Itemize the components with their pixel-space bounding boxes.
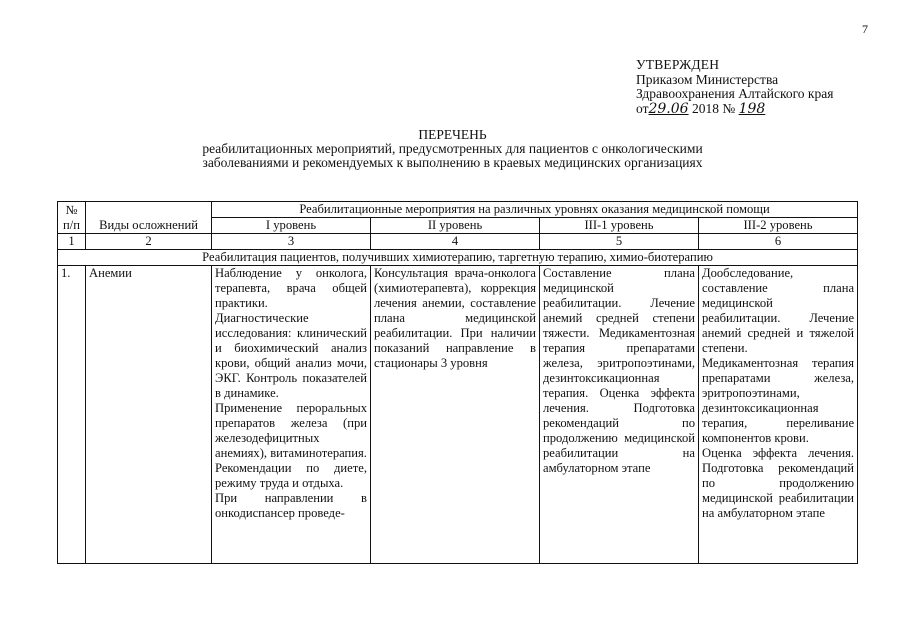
column-number-cell: 2	[86, 234, 212, 250]
level-1-measures: Наблюдение у онколога, терапевта, врача общей практики. Диагностические исследования: клинический и биохимический анализ крови, общий анализ мочи, ЭКГ. Контроль показателей в динамике. Применение пероральных препаратов железа (при железодефицитных анемиях), витаминотерапия. Рекомендации по диете, режиму труда и отдыха. При направлении в онкодиспансер проведе-	[212, 266, 371, 564]
rehabilitation-table	[57, 201, 858, 564]
row-number: 1.	[58, 266, 86, 564]
number-sign: №	[722, 100, 736, 116]
level-3-1-measures: Составление плана медицинской реабилитации. Лечение анемий средней степени тяжести. Медикаментозная терапия препаратами железа, эритропоэтинами, дезинтоксикационная терапия. Оценка эффекта лечения. Подготовка рекомендаций по продолжению медицинской реабилитации на амбулаторном этапе	[540, 266, 699, 564]
approval-title: УТВЕРЖДЕН	[636, 57, 720, 72]
document-heading: ПЕРЕЧЕНЬ	[418, 127, 487, 142]
page-number: 7	[862, 22, 868, 36]
column-number-cell: 3	[212, 234, 371, 250]
header-complication-type: Виды осложнений	[86, 202, 212, 234]
date-prefix: от	[636, 100, 649, 116]
column-number-cell: 6	[699, 234, 858, 250]
header-level-3-1: III-1 уровень	[540, 218, 699, 234]
approval-date-line	[636, 102, 833, 117]
document-subtitle-line-2: заболеваниями и рекомендуемых к выполнению в краевых медицинских организациях	[202, 155, 703, 170]
header-level-1: I уровень	[212, 218, 371, 234]
level-3-2-measures: Дообследование, составление плана медицинской реабилитации. Лечение анемий средней и тяжелой степени. Медикаментозная терапия препаратами железа, эритропоэтинами, дезинтоксикационная терапия, переливание компонентов крови. Оценка эффекта лечения. Подготовка рекомендаций по продолжению медицинской реабилитации на амбулаторном этапе	[699, 266, 858, 564]
header-level-3-2: III-2 уровень	[699, 218, 858, 234]
approval-block	[636, 58, 833, 116]
year: 2018	[691, 100, 719, 116]
document-subtitle-line-1: реабилитационных мероприятий, предусмотренных для пациентов с онкологическими	[202, 141, 703, 156]
column-number-cell: 5	[540, 234, 699, 250]
column-number-cell: 1	[58, 234, 86, 250]
handwritten-number: 198	[738, 100, 766, 117]
header-measures-group: Реабилитационные мероприятия на различных уровнях оказания медицинской помощи	[212, 202, 858, 218]
section-row: Реабилитация пациентов, получивших химиотерапию, таргетную терапию, химио-биотерапию	[58, 250, 858, 266]
approval-line-1: Приказом Министерства	[636, 71, 779, 87]
approval-line-2: Здравоохранения Алтайского края	[636, 86, 834, 101]
header-number: № п/п	[58, 202, 86, 234]
header-level-2: II уровень	[371, 218, 540, 234]
handwritten-date: 29.06	[648, 100, 689, 117]
table-row	[58, 266, 858, 564]
column-number-cell: 4	[371, 234, 540, 250]
complication-type: Анемии	[86, 266, 212, 564]
level-2-measures: Консультация врача-онколога (химиотерапевта), коррекция лечения анемии, составление плана медицинской реабилитации. При наличии показаний направление в стационары 3 уровня	[371, 266, 540, 564]
